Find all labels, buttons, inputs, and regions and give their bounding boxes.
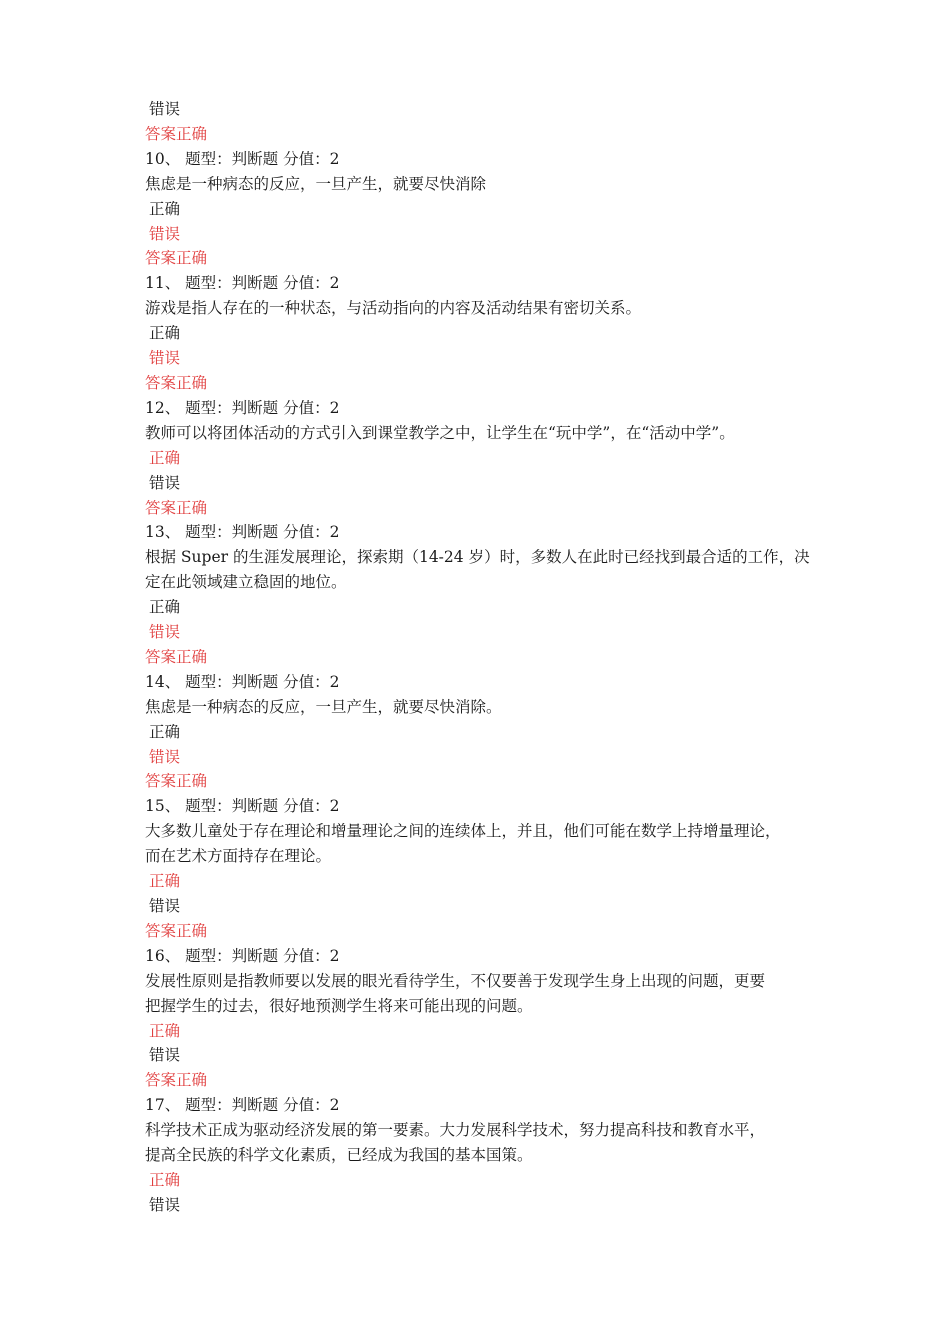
option-correct[interactable]: 正确 — [149, 598, 181, 617]
option-incorrect[interactable]: 错误 — [149, 1195, 181, 1214]
question-block — [145, 1093, 817, 1218]
question-block — [145, 271, 817, 396]
option-correct[interactable]: 正确 — [149, 199, 181, 218]
question-block — [145, 944, 817, 1093]
question-text: 焦虑是一种病态的反应，一旦产生，就要尽快消除。 — [145, 697, 502, 716]
question-block — [145, 147, 817, 272]
answer-result: 答案正确 — [145, 498, 208, 517]
question-text-line: 发展性原则是指教师要以发展的眼光看待学生，不仅要善于发现学生身上出现的问题，更要 — [145, 971, 766, 990]
question-text-line: 科学技术正成为驱动经济发展的第一要素。大力发展科学技术，努力提高科技和教育水平， — [145, 1121, 766, 1140]
question-block — [145, 396, 817, 521]
answer-result: 答案正确 — [145, 647, 208, 666]
option-incorrect[interactable]: 错误 — [149, 897, 181, 915]
option-incorrect[interactable]: 错误 — [149, 224, 181, 243]
question-header: 12、 题型：判断题 分值：2 — [145, 398, 340, 417]
question-text-line: 提高全民族的科学文化素质，已经成为我国的基本国策。 — [145, 1146, 533, 1165]
option-incorrect[interactable]: 错误 — [149, 623, 181, 642]
answer-result: 答案正确 — [145, 772, 208, 791]
question-header: 16、 题型：判断题 分值：2 — [145, 946, 340, 965]
question-text: 游戏是指人存在的一种状态，与活动指向的内容及活动结果有密切关系。 — [145, 299, 642, 318]
question-text-line: 定在此领域建立稳固的地位。 — [145, 573, 347, 592]
question-block — [145, 794, 817, 943]
answer-result: 答案正确 — [145, 921, 208, 940]
option-incorrect[interactable]: 错误 — [149, 1046, 181, 1065]
question-text-line: 大多数儿童处于存在理论和增量理论之间的连续体上，并且，他们可能在数学上持增量理论， — [145, 822, 781, 841]
option-incorrect[interactable]: 错误 — [149, 473, 181, 492]
option-incorrect[interactable]: 错误 — [149, 349, 181, 368]
option-correct[interactable]: 正确 — [149, 448, 181, 467]
question-header: 13、 题型：判断题 分值：2 — [145, 523, 340, 542]
question-header: 15、 题型：判断题 分值：2 — [145, 797, 340, 816]
option-incorrect[interactable]: 错误 — [149, 100, 181, 118]
answer-result: 答案正确 — [145, 1071, 208, 1090]
quiz-document — [145, 97, 817, 1218]
answer-result: 答案正确 — [145, 249, 208, 268]
question-block — [145, 670, 817, 795]
question-text-line: 把握学生的过去，很好地预测学生将来可能出现的问题。 — [145, 996, 533, 1015]
question-header: 10、 题型：判断题 分值：2 — [145, 149, 340, 168]
option-incorrect[interactable]: 错误 — [149, 747, 181, 766]
question-text: 教师可以将团体活动的方式引入到课堂教学之中，让学生在“玩中学”，在“活动中学”。 — [145, 423, 735, 442]
option-correct[interactable]: 正确 — [149, 1170, 181, 1189]
answer-result: 答案正确 — [145, 373, 208, 392]
option-correct[interactable]: 正确 — [149, 1021, 181, 1040]
question-header: 11、 题型：判断题 分值：2 — [145, 274, 340, 293]
option-correct[interactable]: 正确 — [149, 324, 181, 343]
option-correct[interactable]: 正确 — [149, 872, 181, 891]
question-block — [145, 520, 817, 669]
question-header: 17、 题型：判断题 分值：2 — [145, 1096, 340, 1115]
answer-result: 答案正确 — [145, 124, 208, 143]
option-correct[interactable]: 正确 — [149, 722, 181, 741]
question-text-line: 根据 Super 的生涯发展理论，探索期（14-24 岁）时，多数人在此时已经找到最合适的工作，决 — [145, 548, 810, 567]
question-header: 14、 题型：判断题 分值：2 — [145, 672, 340, 691]
question-text: 焦虑是一种病态的反应，一旦产生，就要尽快消除 — [145, 174, 487, 193]
question-text-line: 而在艺术方面持存在理论。 — [145, 847, 332, 866]
